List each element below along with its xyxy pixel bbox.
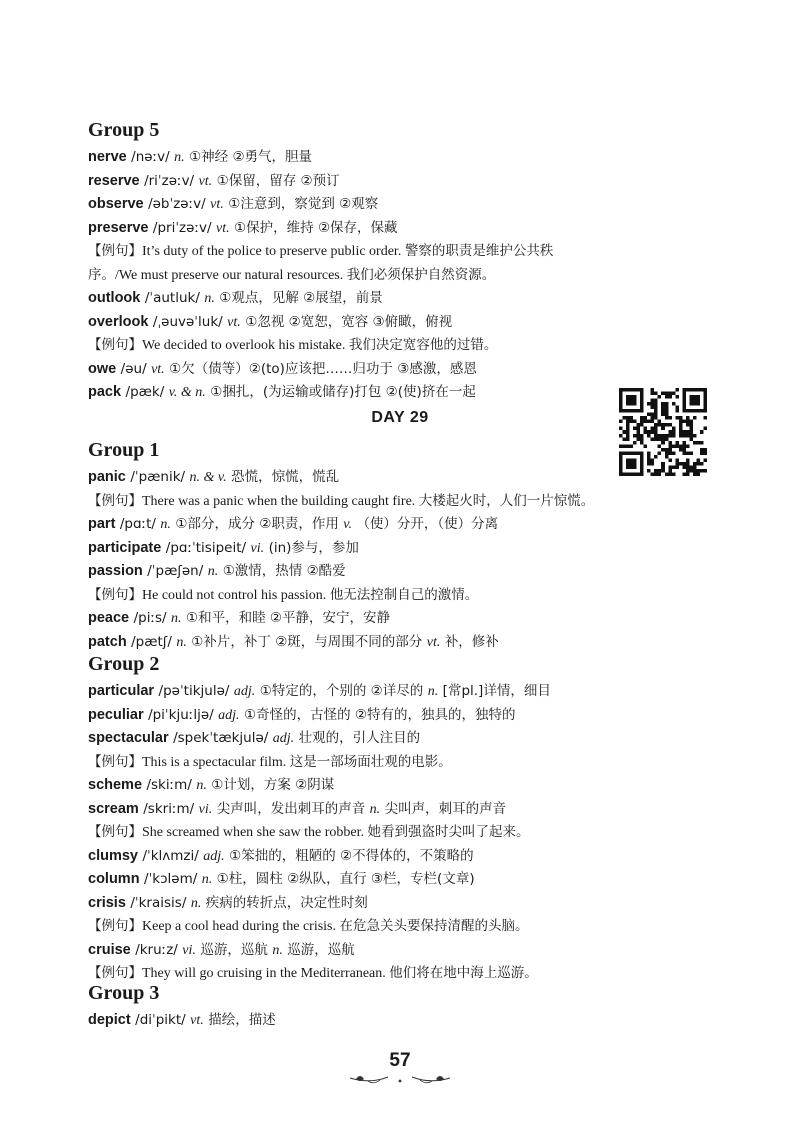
- phonetic: /ˈpænik/: [130, 469, 186, 485]
- part-of-speech: n.: [174, 150, 185, 165]
- definition: 巡游，巡航: [200, 941, 268, 958]
- headword: pack: [88, 384, 122, 400]
- part-of-speech: vi.: [198, 801, 213, 817]
- example-english: Keep a cool head during the crisis.: [142, 919, 336, 934]
- definition: ①柱，圆柱 ②纵队，直行 ③栏，专栏(文章): [216, 871, 475, 887]
- phonetic: /piːs/: [133, 610, 167, 626]
- word-entry: [88, 537, 728, 561]
- part-of-speech: n.: [207, 564, 219, 579]
- part-of-speech: n.: [427, 684, 439, 699]
- definition: ①笨拙的，粗陋的 ②不得体的，不策略的: [229, 847, 474, 864]
- phonetic: /riˈzəːv/: [144, 172, 195, 189]
- part-of-speech: v.: [343, 517, 352, 532]
- headword: scheme: [88, 777, 143, 793]
- word-entry: [88, 193, 728, 217]
- example-chinese: 他无法控制自己的激情。: [329, 586, 479, 603]
- example-chinese: 我们必须保护自然资源。: [346, 266, 496, 283]
- definition: 补，修补: [444, 633, 499, 650]
- definition: ①特定的，个别的 ②详尽的: [259, 683, 424, 699]
- headword: participate: [88, 539, 162, 556]
- headword: crisis: [88, 894, 126, 911]
- part-of-speech: adj.: [233, 684, 256, 699]
- example-chinese: 在危急关头要保持清醒的头脑。: [339, 918, 529, 934]
- word-entry: [88, 727, 728, 751]
- definition: ①保留，留存 ②预订: [216, 172, 340, 189]
- example-chinese: 他们将在地中海上巡游。: [389, 965, 538, 981]
- word-entry: [88, 287, 728, 311]
- headword: peace: [88, 610, 130, 626]
- definition: ①激情，热情 ②酷爱: [222, 563, 346, 579]
- word-entry: [88, 892, 728, 916]
- example-tag: 【例句】: [88, 753, 142, 770]
- example-sentence: [88, 821, 728, 845]
- phonetic: /pætʃ/: [131, 633, 172, 650]
- headword: owe: [88, 360, 117, 377]
- group-heading: Group 3: [88, 982, 160, 1004]
- example-english: He could not control his passion.: [142, 587, 327, 603]
- word-entry: [88, 560, 728, 584]
- example-tag: 【例句】: [88, 337, 142, 353]
- phonetic: /ˈkɔləm/: [144, 871, 198, 887]
- page-number: 57: [389, 1050, 411, 1071]
- word-entry: [88, 358, 728, 382]
- part-of-speech: vi.: [250, 540, 265, 556]
- phonetic: /skriːm/: [143, 800, 195, 817]
- headword: passion: [88, 563, 143, 579]
- part-of-speech: vi.: [182, 942, 196, 958]
- part-of-speech: vt.: [215, 220, 230, 236]
- word-entry: [88, 607, 728, 631]
- example-english: They will go cruising in the Mediterranean.: [142, 966, 386, 981]
- headword: panic: [88, 469, 126, 485]
- example-sentence: [88, 490, 728, 514]
- part-of-speech: n.: [176, 634, 187, 650]
- word-entry: [88, 845, 728, 869]
- part-of-speech: vt.: [198, 173, 213, 189]
- phonetic: /kruːz/: [135, 941, 178, 958]
- word-entry: [88, 146, 728, 170]
- definition: 恐慌，惊慌，慌乱: [231, 469, 340, 485]
- headword: reserve: [88, 172, 140, 189]
- definition: ①欠（债等）②(to)应该把……归功于 ③感激，感恩: [169, 360, 477, 377]
- part-of-speech: n.: [196, 778, 207, 793]
- example-english: There was a panic when the building caught fire.: [142, 493, 416, 509]
- example-tag: 【例句】: [88, 824, 142, 840]
- headword: preserve: [88, 219, 149, 236]
- phonetic: /ˈkraisis/: [130, 894, 187, 911]
- group-5-section: [88, 117, 728, 405]
- phonetic: /ˈklʌmzi/: [142, 847, 199, 864]
- example-english: /We must preserve our natural resources.: [115, 267, 344, 283]
- definition: 描绘，描述: [208, 1012, 276, 1028]
- phonetic: /ˈautluk/: [144, 290, 200, 306]
- group-heading: Group 5: [88, 119, 160, 141]
- headword: patch: [88, 633, 127, 650]
- example-tag: 【例句】: [88, 243, 142, 259]
- example-chinese: 警察的职责是维护公共秩: [404, 243, 554, 259]
- ornament-flourish-icon: [340, 1050, 460, 1086]
- definition: ①保护，维持 ②保存，保藏: [234, 219, 398, 236]
- definition: ①奇怪的，古怪的 ②特有的，独具的，独特的: [243, 706, 516, 723]
- example-english: This is a spectacular film.: [142, 754, 287, 770]
- headword: cruise: [88, 941, 131, 958]
- example-chinese: 大楼起火时，人们一片惊慌。: [418, 492, 595, 509]
- definition: ①注意到，察觉到 ②观察: [228, 196, 379, 212]
- example-sentence: [88, 915, 728, 939]
- example-english: We decided to overlook his mistake.: [142, 338, 346, 353]
- part-of-speech: vt.: [151, 361, 165, 377]
- day-group-2-section: [88, 651, 728, 986]
- phonetic: /nəːv/: [131, 149, 170, 165]
- example-chinese: 序。: [88, 266, 115, 283]
- definition: [常pl.]详情，细目: [442, 683, 551, 699]
- part-of-speech: n.: [204, 291, 215, 306]
- example-sentence: [88, 584, 728, 608]
- headword: observe: [88, 196, 144, 212]
- headword: depict: [88, 1012, 131, 1028]
- example-chinese: 我们决定宽容他的过错。: [348, 337, 498, 353]
- group-heading: Group 2: [88, 653, 160, 675]
- definition: (in)参与，参加: [268, 539, 359, 556]
- day-group-1-section: [88, 437, 728, 654]
- headword: part: [88, 516, 116, 532]
- headword: column: [88, 871, 140, 887]
- definition: ①神经 ②勇气，胆量: [189, 149, 313, 165]
- phonetic: /pɑːˈtisipeit/: [165, 539, 247, 556]
- word-entry: [88, 704, 728, 728]
- phonetic: /skiːm/: [146, 777, 192, 793]
- word-entry: [88, 1009, 728, 1033]
- headword: outlook: [88, 290, 141, 306]
- part-of-speech: vt.: [227, 314, 241, 330]
- headword: spectacular: [88, 730, 169, 746]
- headword: peculiar: [88, 706, 144, 723]
- part-of-speech: n.: [369, 801, 381, 817]
- word-entry: [88, 680, 728, 704]
- part-of-speech: v. & n.: [168, 385, 206, 400]
- example-tag: 【例句】: [88, 965, 142, 981]
- definition: ①计划，方案 ②阴谋: [211, 777, 335, 793]
- definition: ①部分，成分 ②职责，作用: [175, 516, 339, 532]
- headword: particular: [88, 683, 155, 699]
- headword: scream: [88, 800, 139, 817]
- phonetic: /piˈkjuːljə/: [148, 706, 214, 723]
- part-of-speech: vt.: [210, 197, 224, 212]
- phonetic: /ˈpæʃən/: [147, 563, 204, 579]
- example-sentence: [88, 334, 728, 358]
- example-sentence: [88, 751, 728, 775]
- definition: 尖叫声，刺耳的声音: [384, 800, 507, 817]
- part-of-speech: adj.: [218, 707, 240, 723]
- part-of-speech: n.: [190, 895, 202, 911]
- phonetic: /əbˈzəːv/: [148, 196, 206, 212]
- example-chinese: 她看到强盗时尖叫了起来。: [367, 824, 530, 840]
- part-of-speech: n.: [160, 517, 171, 532]
- word-entry: [88, 513, 728, 537]
- part-of-speech: adj.: [272, 731, 295, 746]
- headword: clumsy: [88, 847, 138, 864]
- phonetic: /əu/: [120, 360, 147, 377]
- example-tag: 【例句】: [88, 918, 142, 934]
- page-footer: [340, 1050, 460, 1086]
- word-entry: [88, 311, 728, 335]
- example-english: She screamed when she saw the robber.: [142, 825, 364, 840]
- part-of-speech: vt.: [190, 1013, 204, 1028]
- day-title: DAY 29: [371, 409, 429, 426]
- word-entry: [88, 466, 728, 490]
- part-of-speech: adj.: [203, 848, 225, 864]
- definition: ①和平，和睦 ②平静，安宁，安静: [185, 610, 390, 626]
- day-group-3-section: [88, 980, 728, 1033]
- definition: ①观点，见解 ②展望，前景: [219, 290, 383, 306]
- example-sentence: [88, 240, 728, 264]
- word-entry: [88, 217, 728, 241]
- headword: overlook: [88, 313, 149, 330]
- definition: ①忽视 ②宽恕，宽容 ③俯瞰，俯视: [245, 313, 453, 330]
- phonetic: /diˈpikt/: [135, 1012, 186, 1028]
- definition: （使）分开，（使）分离: [356, 516, 499, 532]
- phonetic: /spekˈtækjulə/: [173, 730, 269, 746]
- example-tag: 【例句】: [88, 586, 142, 603]
- group-heading: Group 1: [88, 439, 160, 461]
- phonetic: /ˌəuvəˈluk/: [152, 313, 223, 330]
- phonetic: /pɑːt/: [119, 516, 156, 532]
- word-entry: [88, 774, 728, 798]
- example-sentence-continued: [88, 264, 728, 288]
- word-entry: [88, 939, 728, 963]
- example-english: It’s duty of the police to preserve public order.: [142, 244, 402, 259]
- part-of-speech: vt.: [426, 634, 441, 650]
- phonetic: /pəˈtikjulə/: [158, 683, 230, 699]
- phonetic: /priˈzəːv/: [152, 219, 212, 236]
- headword: nerve: [88, 149, 127, 165]
- definition: 巡游，巡航: [287, 941, 355, 958]
- phonetic: /pæk/: [125, 384, 165, 400]
- definition: ①补片，补丁 ②斑，与周围不同的部分: [191, 633, 423, 650]
- definition: 疾病的转折点，决定性时刻: [205, 894, 368, 911]
- part-of-speech: n.: [201, 872, 213, 887]
- part-of-speech: n.: [272, 942, 283, 958]
- definition: 尖声叫，发出刺耳的声音: [216, 800, 366, 817]
- word-entry: [88, 868, 728, 892]
- word-entry: [88, 170, 728, 194]
- definition: 壮观的，引人注目的: [298, 730, 421, 746]
- example-tag: 【例句】: [88, 492, 142, 509]
- part-of-speech: n.: [171, 611, 182, 626]
- word-entry: [88, 798, 728, 822]
- part-of-speech: n. & v.: [189, 470, 227, 485]
- definition: ①捆扎，(为运输或储存)打包 ②(使)挤在一起: [210, 384, 476, 400]
- example-chinese: 这是一部场面壮观的电影。: [289, 753, 452, 770]
